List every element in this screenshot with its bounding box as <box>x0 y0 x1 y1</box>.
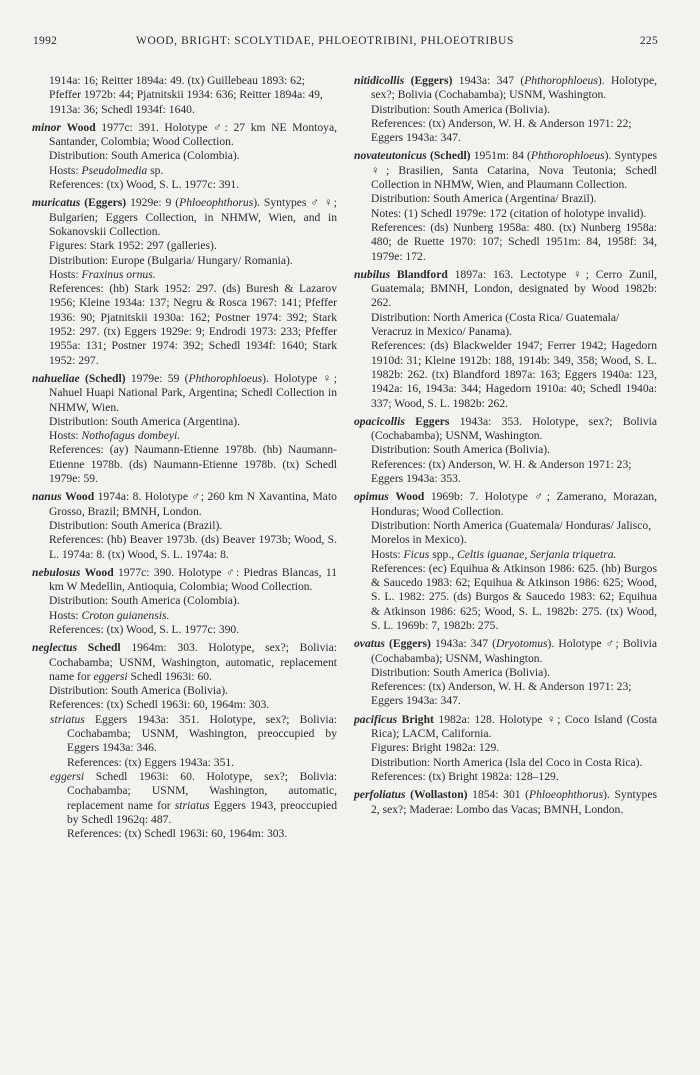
author: Schedl <box>87 641 121 655</box>
species-name: ovatus <box>354 637 385 651</box>
entry-nubilus <box>354 268 657 411</box>
author: Wood <box>66 120 96 134</box>
synonym-references: References: (tx) Eggers 1943a: 351. <box>67 755 235 769</box>
species-name: nebulosus <box>32 565 81 579</box>
species-name: nitidicollis <box>354 74 405 87</box>
references: References: (ay) Naumann-Etienne 1978b. (hb) Naumann-Etienne 1978b. (ds) Naumann-Etienne 1978b. (tx) Schedl 1979e: 59. <box>49 443 337 486</box>
author: (Eggers) <box>84 196 127 210</box>
author: Wood <box>395 490 425 504</box>
species-name: neglectus <box>32 641 78 655</box>
references: References: (ec) Equihua & Atkinson 1986: 625. (hb) Burgos & Saucedo 1983: 62; Equihua & Atkinson 1986: 625; Wood, S. L. 1982: 275. (ds) Burgos & Saucedo 1983: 62; Equihua & Atkinson 1986: 625; Wood, S. L. 1982b: 275. (tx) Wood, S. L. 1969b: 7, 1982b: 275. <box>371 561 657 632</box>
page-header <box>33 34 658 50</box>
hosts: Hosts: Ficus spp., Celtis iguanae, Serjania triquetra. <box>371 547 617 561</box>
author: Blandford <box>396 267 448 281</box>
figures: Figures: Bright 1982a: 129. <box>371 741 500 755</box>
species-name: novateutonicus <box>354 149 427 163</box>
entry-perfoliatus: perfoliatus (Wollaston) 1854: 301 (Phloeophthorus). Syntypes 2, sex?; Maderae: Lombo das Vacas; BMNH, London. <box>354 788 657 816</box>
type-info: 1977c: 390. Holotype ♂: Piedras Blancas, 11 km W Medellin, Antioquia, Colombia; Wood Collection. <box>49 565 337 594</box>
author: (Schedl) <box>84 371 126 385</box>
type-info: 1977c: 391. Holotype ♂: 27 km NE Montoya, Santander, Colombia; Wood Collection. <box>49 120 337 149</box>
entry-ovatus: ovatus (Eggers) 1943a: 347 (Dryotomus). Holotype ♂; Bolivia (Cochabamba); USNM, Washington. Distribution: South America (Bolivia). References: (tx) Anderson, W. H. & Anderson 1971: 23; Eggers 1943a: 347. <box>354 637 658 708</box>
original-genus: Phloeophthorus <box>529 788 604 802</box>
type-info: 1897a: 163. Lectotype ♀; Cerro Zunil, Guatemala; BMNH, London, designated by Wood 1982b: 262. <box>371 267 657 310</box>
references: References: (tx) Wood, S. L. 1977c: 390. <box>49 622 240 636</box>
species-name: muricatus <box>32 196 81 210</box>
references: References: (tx) Anderson, W. H. & Anderson 1971: 23; Eggers 1943a: 347. <box>371 680 632 708</box>
entry-opacicollis <box>354 415 657 486</box>
author: (Eggers) <box>389 637 431 651</box>
entry-opimus <box>354 490 657 633</box>
author: (Eggers) <box>410 74 453 87</box>
distribution: Distribution: South America (Bolivia). <box>49 684 229 698</box>
type-info: 1969b: 7. Holotype ♂; Zamerano, Morazan, Honduras; Wood Collection. <box>371 490 657 518</box>
distribution: Distribution: South America (Bolivia). <box>371 443 551 457</box>
distribution: Distribution: North America (Isla del Coco in Costa Rica). <box>371 755 643 769</box>
references: References: (tx) Anderson, W. H. & Anderson 1971: 23; Eggers 1943a: 353. <box>371 457 632 486</box>
species-name: minor <box>32 120 61 134</box>
species-name: pacificus <box>354 712 398 726</box>
hosts: Hosts: Fraxinus ornus. <box>49 267 156 281</box>
synonym-references: References: (tx) Schedl 1963i: 60, 1964m: 303. <box>67 827 288 841</box>
original-genus: Phthorophloeus <box>530 149 605 163</box>
references: References: (hb) Stark 1952: 297. (ds) Buresh & Lazarov 1956; Kleine 1934a: 137; Negru & Rosca 1967: 141; Pfeffer 1936: 90; Pjatnitskii 1930a: 162; Postner 1974: 392; Stark 1952: 297. (tx) Eggers 1929e: 9; Endrodi 1973: 233; Pfeffer 1955a: 131; Postner 1974: 392; Schedl 1934f: 1640; Stark 1952: 297. <box>49 282 337 367</box>
species-name: nanus <box>32 490 62 504</box>
hosts: Hosts: Nothofagus dombeyi. <box>49 429 181 443</box>
references: References: (ds) Nunberg 1958a: 480. (tx) Nunberg 1958a: 480; de Ruette 1970: 107; Schedl 1951m: 84, 1958f: 34, 1979e: 172. <box>371 220 657 263</box>
header-title: WOOD, BRIGHT: SCOLYTIDAE, PHLOEOTRIBINI, PHLOEOTRIBUS <box>136 35 514 47</box>
type-info: 1943a: 353. Holotype, sex?; Bolivia (Cochabamba); USNM, Washington. <box>371 414 657 443</box>
references: References: (tx) Schedl 1963i: 60, 1964m: 303. <box>49 698 270 712</box>
distribution: Distribution: North America (Costa Rica/ Guatemala/ Veracruz in Mexico/ Panama). <box>371 310 620 339</box>
entry-nebulosus <box>32 566 337 637</box>
original-genus: Phthorophloeus <box>188 371 263 385</box>
notes: Notes: (1) Schedl 1979e: 172 (citation of holotype invalid). <box>371 206 647 220</box>
entry-nahueliae: nahueliae (Schedl) 1979e: 59 (Phthorophloeus). Holotype ♀; Nahuel Huapi National Park, Argentina; Schedl Collection in NHMW, Wien. Distribution: South America (Argentina). Hosts: Nothofagus dombeyi. References: (ay) Naumann-Etienne 1978b. (hb) Naumann-Etienne 1978b. (ds) Naumann-Etienne 1978b. (tx) Schedl 1979e: 59. <box>32 371 337 486</box>
entry-neglectus: neglectus Schedl 1964m: 303. Holotype, sex?; Bolivia: Cochabamba; USNM, Washington, automatic, replacement name for eggersi Schedl 1963i: 60. Distribution: South America (Bolivia). References: (tx) Schedl 1963i: 60, 1964m: 303. striatus Eggers 1943a: 351. Holotype, sex?; Bolivia: Cochabamba; USNM, Washington, preoccupied by Eggers 1943a: 346. References: (tx) Eggers 1943a: 351. eggersi Schedl 1963i: 60. Holotype, sex?; Bolivia: Cochabamba; USNM, Washington, automatic, replacement name for striatus Eggers 1943, preoccupied by Schedl 1962q: 487. References: (tx) Schedl 1963i: 60, 1964m: 303. <box>32 641 337 841</box>
hosts: Hosts: Pseudolmedia sp. <box>49 163 164 177</box>
author: (Wollaston) <box>410 788 468 802</box>
entry-novateutonicus: novateutonicus (Schedl) 1951m: 84 (Phthorophloeus). Syntypes ♀; Brasilien, Santa Catarina, Nova Teutonia; Schedl Collection in NHMW, Wien, and Plaumann Collection. Distribution: South America (Argentina/ Brazil). Notes: (1) Schedl 1979e: 172 (citation of holotype invalid). References: (ds) Nunberg 1958a: 480. (tx) Nunberg 1958a: 480; de Ruette 1970: 107; Schedl 1951m: 84, 1958f: 34, 1979e: 172. <box>354 149 657 263</box>
entry-nitidicollis: nitidicollis (Eggers) 1943a: 347 (Phthorophloeus). Holotype, sex?; Bolivia (Cochabamba); USNM, Washington. Distribution: South America (Bolivia). References: (tx) Anderson, W. H. & Anderson 1971: 22; Eggers 1943a: 347. <box>354 74 657 145</box>
distribution: Distribution: South America (Bolivia). <box>371 102 551 116</box>
author: Bright <box>401 712 434 726</box>
entry-minor <box>32 121 337 192</box>
author: Eggers <box>415 414 450 428</box>
distribution: Distribution: South America (Bolivia). <box>371 665 551 679</box>
header-year: 1992 <box>33 35 58 47</box>
references: References: (tx) Bright 1982a: 128–129. <box>371 769 559 783</box>
right-column <box>354 74 657 817</box>
species-name: opimus <box>354 490 389 504</box>
header-page-number: 225 <box>639 35 658 47</box>
author: (Schedl) <box>429 149 471 163</box>
hosts: Hosts: Croton guianensis. <box>49 608 170 622</box>
distribution: Distribution: South America (Colombia). <box>49 149 240 163</box>
distribution: Distribution: South America (Argentina). <box>49 414 241 428</box>
species-name: nahueliae <box>32 371 80 385</box>
author: Wood <box>84 565 114 579</box>
entry-pacificus <box>354 713 657 784</box>
species-name: perfoliatus <box>354 788 406 802</box>
distribution: Distribution: South America (Argentina/ Brazil). <box>371 192 597 206</box>
references: References: (tx) Anderson, W. H. & Anderson 1971: 22; Eggers 1943a: 347. <box>371 116 632 145</box>
distribution: Distribution: South America (Brazil). <box>49 518 223 532</box>
distribution: Distribution: North America (Guatemala/ Honduras/ Jalisco, Morelos in Mexico). <box>371 518 652 547</box>
original-genus: Phthorophloeus <box>524 74 598 87</box>
synonym-name: striatus <box>50 712 85 726</box>
species-name: opacicollis <box>354 414 405 428</box>
references: References: (tx) Wood, S. L. 1977c: 391. <box>49 178 240 192</box>
left-column <box>32 74 337 841</box>
original-genus: Phloeophthorus <box>179 196 254 210</box>
synonym-name: eggersi <box>50 769 85 783</box>
type-info: 1982a: 128. Holotype ♀; Coco Island (Costa Rica); LACM, California. <box>371 712 658 741</box>
original-genus: Dryotomus <box>496 637 548 651</box>
species-name: nubilus <box>354 267 391 281</box>
references: References: (ds) Blackwelder 1947; Ferrer 1942; Hagedorn 1910d: 31; Kleine 1912b: 188, 1914b: 349, 358; Wood, S. L. 1982b: 262. (tx) Blandford 1897a: 163; Eggers 1940a: 123, 1942a: 16, 1943a: 344; Hagedorn 1910a: 40; Schedl 1940a: 337; Wood, S. L. 1982b: 262. <box>371 339 657 410</box>
continued-references: 1914a: 16; Reitter 1894a: 49. (tx) Guillebeau 1893: 62; Pfeffer 1972b: 44; Pjatnitskii 1934: 636; Reitter 1894a: 49, 1913a: 36; Schedl 1934f: 1640. <box>49 74 323 116</box>
entry-nanus <box>32 490 337 561</box>
synonym-striatus: striatus Eggers 1943a: 351. Holotype, sex?; Bolivia: Cochabamba; USNM, Washington, preoccupied by Eggers 1943a: 346. <box>50 712 337 755</box>
author: Wood <box>65 490 95 504</box>
figures: Figures: Stark 1952: 297 (galleries). <box>49 239 217 253</box>
synonym-eggersi: eggersi Schedl 1963i: 60. Holotype, sex?; Bolivia: Cochabamba; USNM, Washington, automatic, replacement name for striatus Eggers 1943, preoccupied by Schedl 1962q: 487. <box>50 769 337 826</box>
references: References: (hb) Beaver 1973b. (ds) Beaver 1973b; Wood, S. L. 1974a: 8. (tx) Wood, S. L. 1974a: 8. <box>49 533 337 561</box>
distribution: Distribution: Europe (Bulgaria/ Hungary/ Romania). <box>49 253 293 267</box>
distribution: Distribution: South America (Colombia). <box>49 594 240 608</box>
type-info: 1974a: 8. Holotype ♂; 260 km N Xavantina, Mato Grosso, Brazil; BMNH, London. <box>49 490 337 518</box>
entry-muricatus: muricatus (Eggers) 1929e: 9 (Phloeophthorus). Syntypes ♂ ♀; Bulgarien; Eggers Collection, in NHMW, Wien, and in Sokanovskii Collection. Figures: Stark 1952: 297 (galleries). Distribution: Europe (Bulgaria/ Hungary/ Romania). Hosts: Fraxinus ornus. References: (hb) Stark 1952: 297. (ds) Buresh & Lazarov 1956; Kleine 1934a: 137; Negru & Rosca 1967: 141; Pfeffer 1936: 90; Pjatnitskii 1930a: 162; Postner 1974: 392; Stark 1952: 297. (tx) Eggers 1929e: 9; Endrodi 1973: 233; Pfeffer 1955a: 131; Postner 1974: 392; Schedl 1934f: 1640; Stark 1952: 297. <box>32 196 337 367</box>
